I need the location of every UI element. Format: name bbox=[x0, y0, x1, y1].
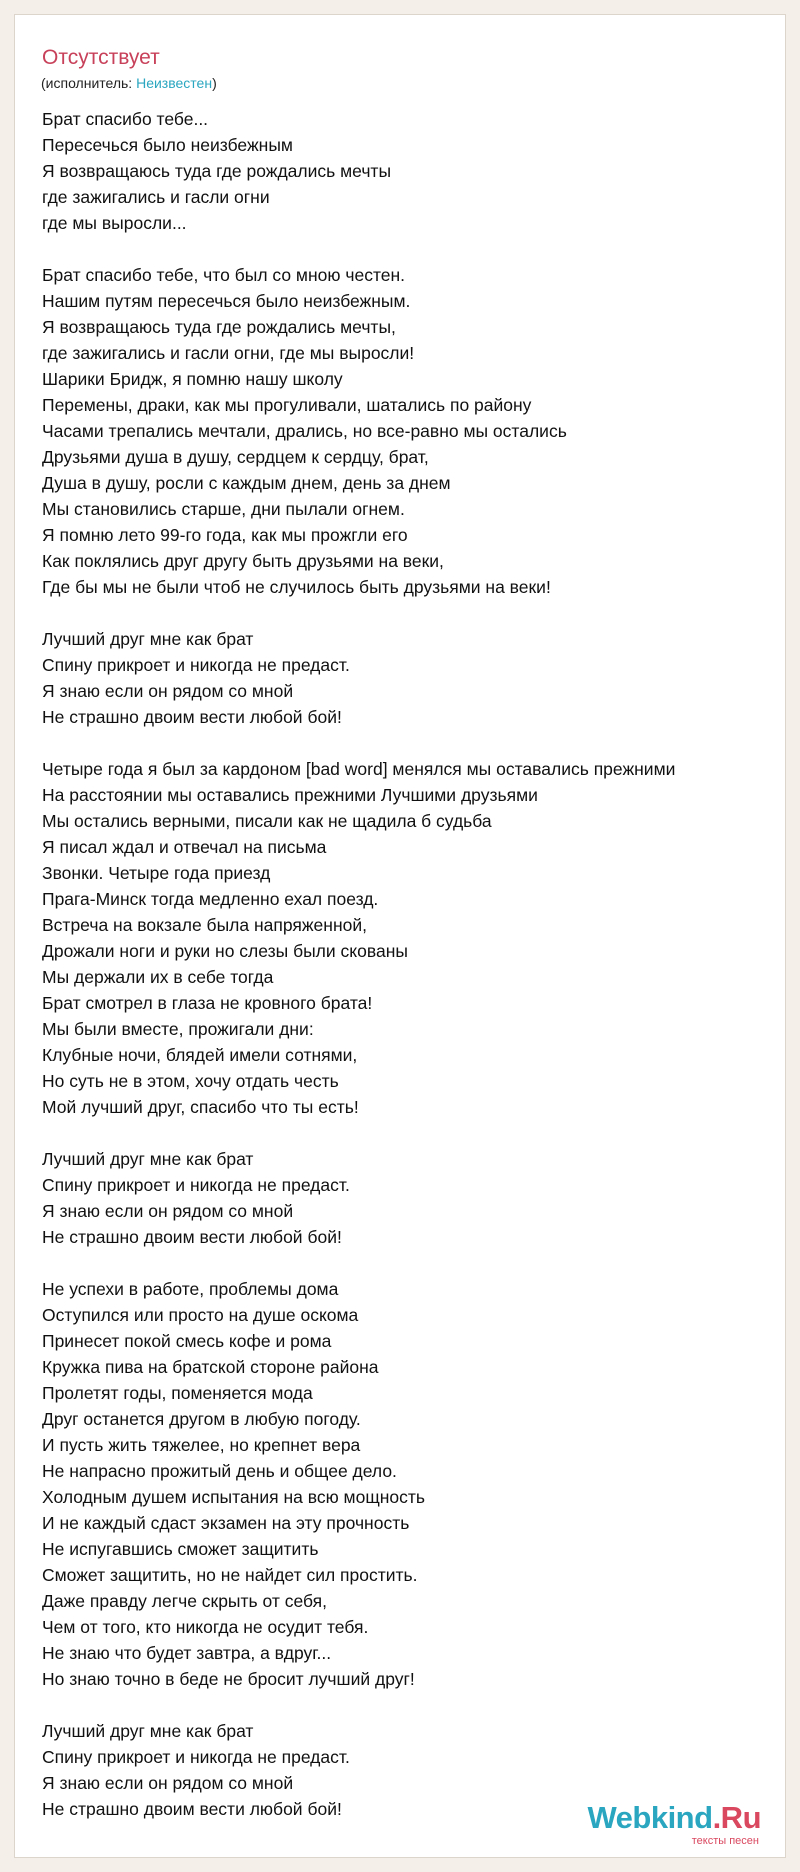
lyric-line: Звонки. Четыре года приезд bbox=[42, 863, 271, 883]
lyric-stanza bbox=[42, 106, 786, 236]
lyric-line: Чем от того, кто никогда не осудит тебя. bbox=[42, 1617, 369, 1637]
lyric-line: Часами трепались мечтали, дрались, но все-равно мы остались bbox=[42, 421, 567, 441]
lyric-line: Брат спасибо тебе... bbox=[42, 109, 209, 129]
lyric-stanza bbox=[42, 626, 786, 730]
lyric-line: Встреча на вокзале была напряженной, bbox=[42, 915, 367, 935]
logo-name: Webkind bbox=[587, 1800, 713, 1835]
lyric-line: И пусть жить тяжелее, но крепнет вера bbox=[42, 1435, 361, 1455]
lyric-line: Не страшно двоим вести любой бой! bbox=[42, 1799, 342, 1819]
lyric-line: Я возвращаюсь туда где рождались мечты, bbox=[42, 317, 396, 337]
lyric-stanza bbox=[42, 756, 786, 1120]
lyric-line: Пересечься было неизбежным bbox=[42, 135, 293, 155]
lyric-line: Оступился или просто на душе оскома bbox=[42, 1305, 359, 1325]
lyric-line: Даже правду легче скрыть от себя, bbox=[42, 1591, 327, 1611]
lyric-line: Я писал ждал и отвечал на письма bbox=[42, 837, 327, 857]
lyric-line: Спину прикроет и никогда не предаст. bbox=[42, 1747, 350, 1767]
lyric-line: Четыре года я был за кардоном [bad word] менялся мы оставались прежними bbox=[42, 759, 676, 779]
lyric-line: Лучший друг мне как брат bbox=[42, 1721, 254, 1741]
site-logo[interactable] bbox=[587, 1802, 761, 1847]
lyric-line: Брат смотрел в глаза не кровного брата! bbox=[42, 993, 373, 1013]
artist-link[interactable]: Неизвестен bbox=[136, 75, 213, 91]
lyric-line: Спину прикроет и никогда не предаст. bbox=[42, 1175, 350, 1195]
lyric-line: Перемены, драки, как мы прогуливали, шатались по району bbox=[42, 395, 532, 415]
logo-domain: .Ru bbox=[712, 1800, 761, 1835]
lyric-line: Клубные ночи, блядей имели сотнями, bbox=[42, 1045, 358, 1065]
lyric-line: Нашим путям пересечься было неизбежным. bbox=[42, 291, 411, 311]
lyric-line: Холодным душем испытания на всю мощность bbox=[42, 1487, 426, 1507]
lyric-line: Я знаю если он рядом со мной bbox=[42, 681, 294, 701]
lyric-line: Шарики Бридж, я помню нашу школу bbox=[42, 369, 343, 389]
lyric-line: Мы держали их в себе тогда bbox=[42, 967, 274, 987]
lyric-line: Но знаю точно в беде не бросит лучший друг! bbox=[42, 1669, 415, 1689]
lyric-line: Пролетят годы, поменяется мода bbox=[42, 1383, 313, 1403]
lyric-line: Я возвращаюсь туда где рождались мечты bbox=[42, 161, 392, 181]
lyric-line: Не страшно двоим вести любой бой! bbox=[42, 1227, 342, 1247]
lyric-line: Как поклялись друг другу быть друзьями на веки, bbox=[42, 551, 444, 571]
lyric-line: Спину прикроет и никогда не предаст. bbox=[42, 655, 350, 675]
lyric-line: Дрожали ноги и руки но слезы были скованы bbox=[42, 941, 408, 961]
lyric-line: Не успехи в работе, проблемы дома bbox=[42, 1279, 339, 1299]
lyric-line: Не страшно двоим вести любой бой! bbox=[42, 707, 342, 727]
artist-prefix: (исполнитель: bbox=[41, 75, 137, 91]
lyric-line: Не знаю что будет завтра, а вдруг... bbox=[42, 1643, 332, 1663]
artist-line bbox=[41, 74, 217, 92]
lyric-line: Друзьями душа в душу, сердцем к сердцу, брат, bbox=[42, 447, 429, 467]
lyric-line: Я знаю если он рядом со мной bbox=[42, 1201, 294, 1221]
song-title: Отсутствует bbox=[42, 46, 160, 69]
artist-suffix: ) bbox=[212, 75, 217, 91]
logo-tagline: тексты песен bbox=[691, 1835, 759, 1847]
lyrics-page bbox=[14, 14, 786, 1858]
lyric-stanza bbox=[42, 262, 786, 600]
lyric-line: И не каждый сдаст экзамен на эту прочность bbox=[42, 1513, 410, 1533]
lyric-line: Я помню лето 99-го года, как мы прожгли его bbox=[42, 525, 408, 545]
lyric-line: Прага-Минск тогда медленно ехал поезд. bbox=[42, 889, 379, 909]
lyric-line: Мы были вместе, прожигали дни: bbox=[42, 1019, 314, 1039]
lyric-line: где зажигались и гасли огни, где мы выросли! bbox=[42, 343, 415, 363]
lyric-line: Сможет защитить, но не найдет сил простить. bbox=[42, 1565, 418, 1585]
lyric-stanza bbox=[42, 1146, 786, 1250]
lyric-line: Где бы мы не были чтоб не случилось быть друзьями на веки! bbox=[42, 577, 551, 597]
lyric-stanza bbox=[42, 1276, 786, 1692]
lyric-line: Но суть не в этом, хочу отдать честь bbox=[42, 1071, 339, 1091]
logo-wordmark bbox=[587, 1802, 761, 1834]
lyric-line: Мы остались верными, писали как не щадила б судьба bbox=[42, 811, 492, 831]
lyric-line: Душа в душу, росли с каждым днем, день за днем bbox=[42, 473, 451, 493]
lyric-line: Брат спасибо тебе, что был со мною честен. bbox=[42, 265, 406, 285]
lyric-line: Лучший друг мне как брат bbox=[42, 1149, 254, 1169]
lyrics-text bbox=[42, 106, 786, 1848]
lyric-line: Мы становились старше, дни пылали огнем. bbox=[42, 499, 405, 519]
lyric-line: Друг останется другом в любую погоду. bbox=[42, 1409, 361, 1429]
lyric-line: Лучший друг мне как брат bbox=[42, 629, 254, 649]
lyric-line: Кружка пива на братской стороне района bbox=[42, 1357, 379, 1377]
lyric-line: На расстоянии мы оставались прежними Лучшими друзьями bbox=[42, 785, 538, 805]
lyric-line: где мы выросли... bbox=[42, 213, 187, 233]
lyric-line: Не напрасно прожитый день и общее дело. bbox=[42, 1461, 397, 1481]
lyric-line: Мой лучший друг, спасибо что ты есть! bbox=[42, 1097, 359, 1117]
lyric-line: где зажигались и гасли огни bbox=[42, 187, 270, 207]
lyric-line: Не испугавшись сможет защитить bbox=[42, 1539, 319, 1559]
lyric-line: Я знаю если он рядом со мной bbox=[42, 1773, 294, 1793]
lyric-line: Принесет покой смесь кофе и рома bbox=[42, 1331, 332, 1351]
